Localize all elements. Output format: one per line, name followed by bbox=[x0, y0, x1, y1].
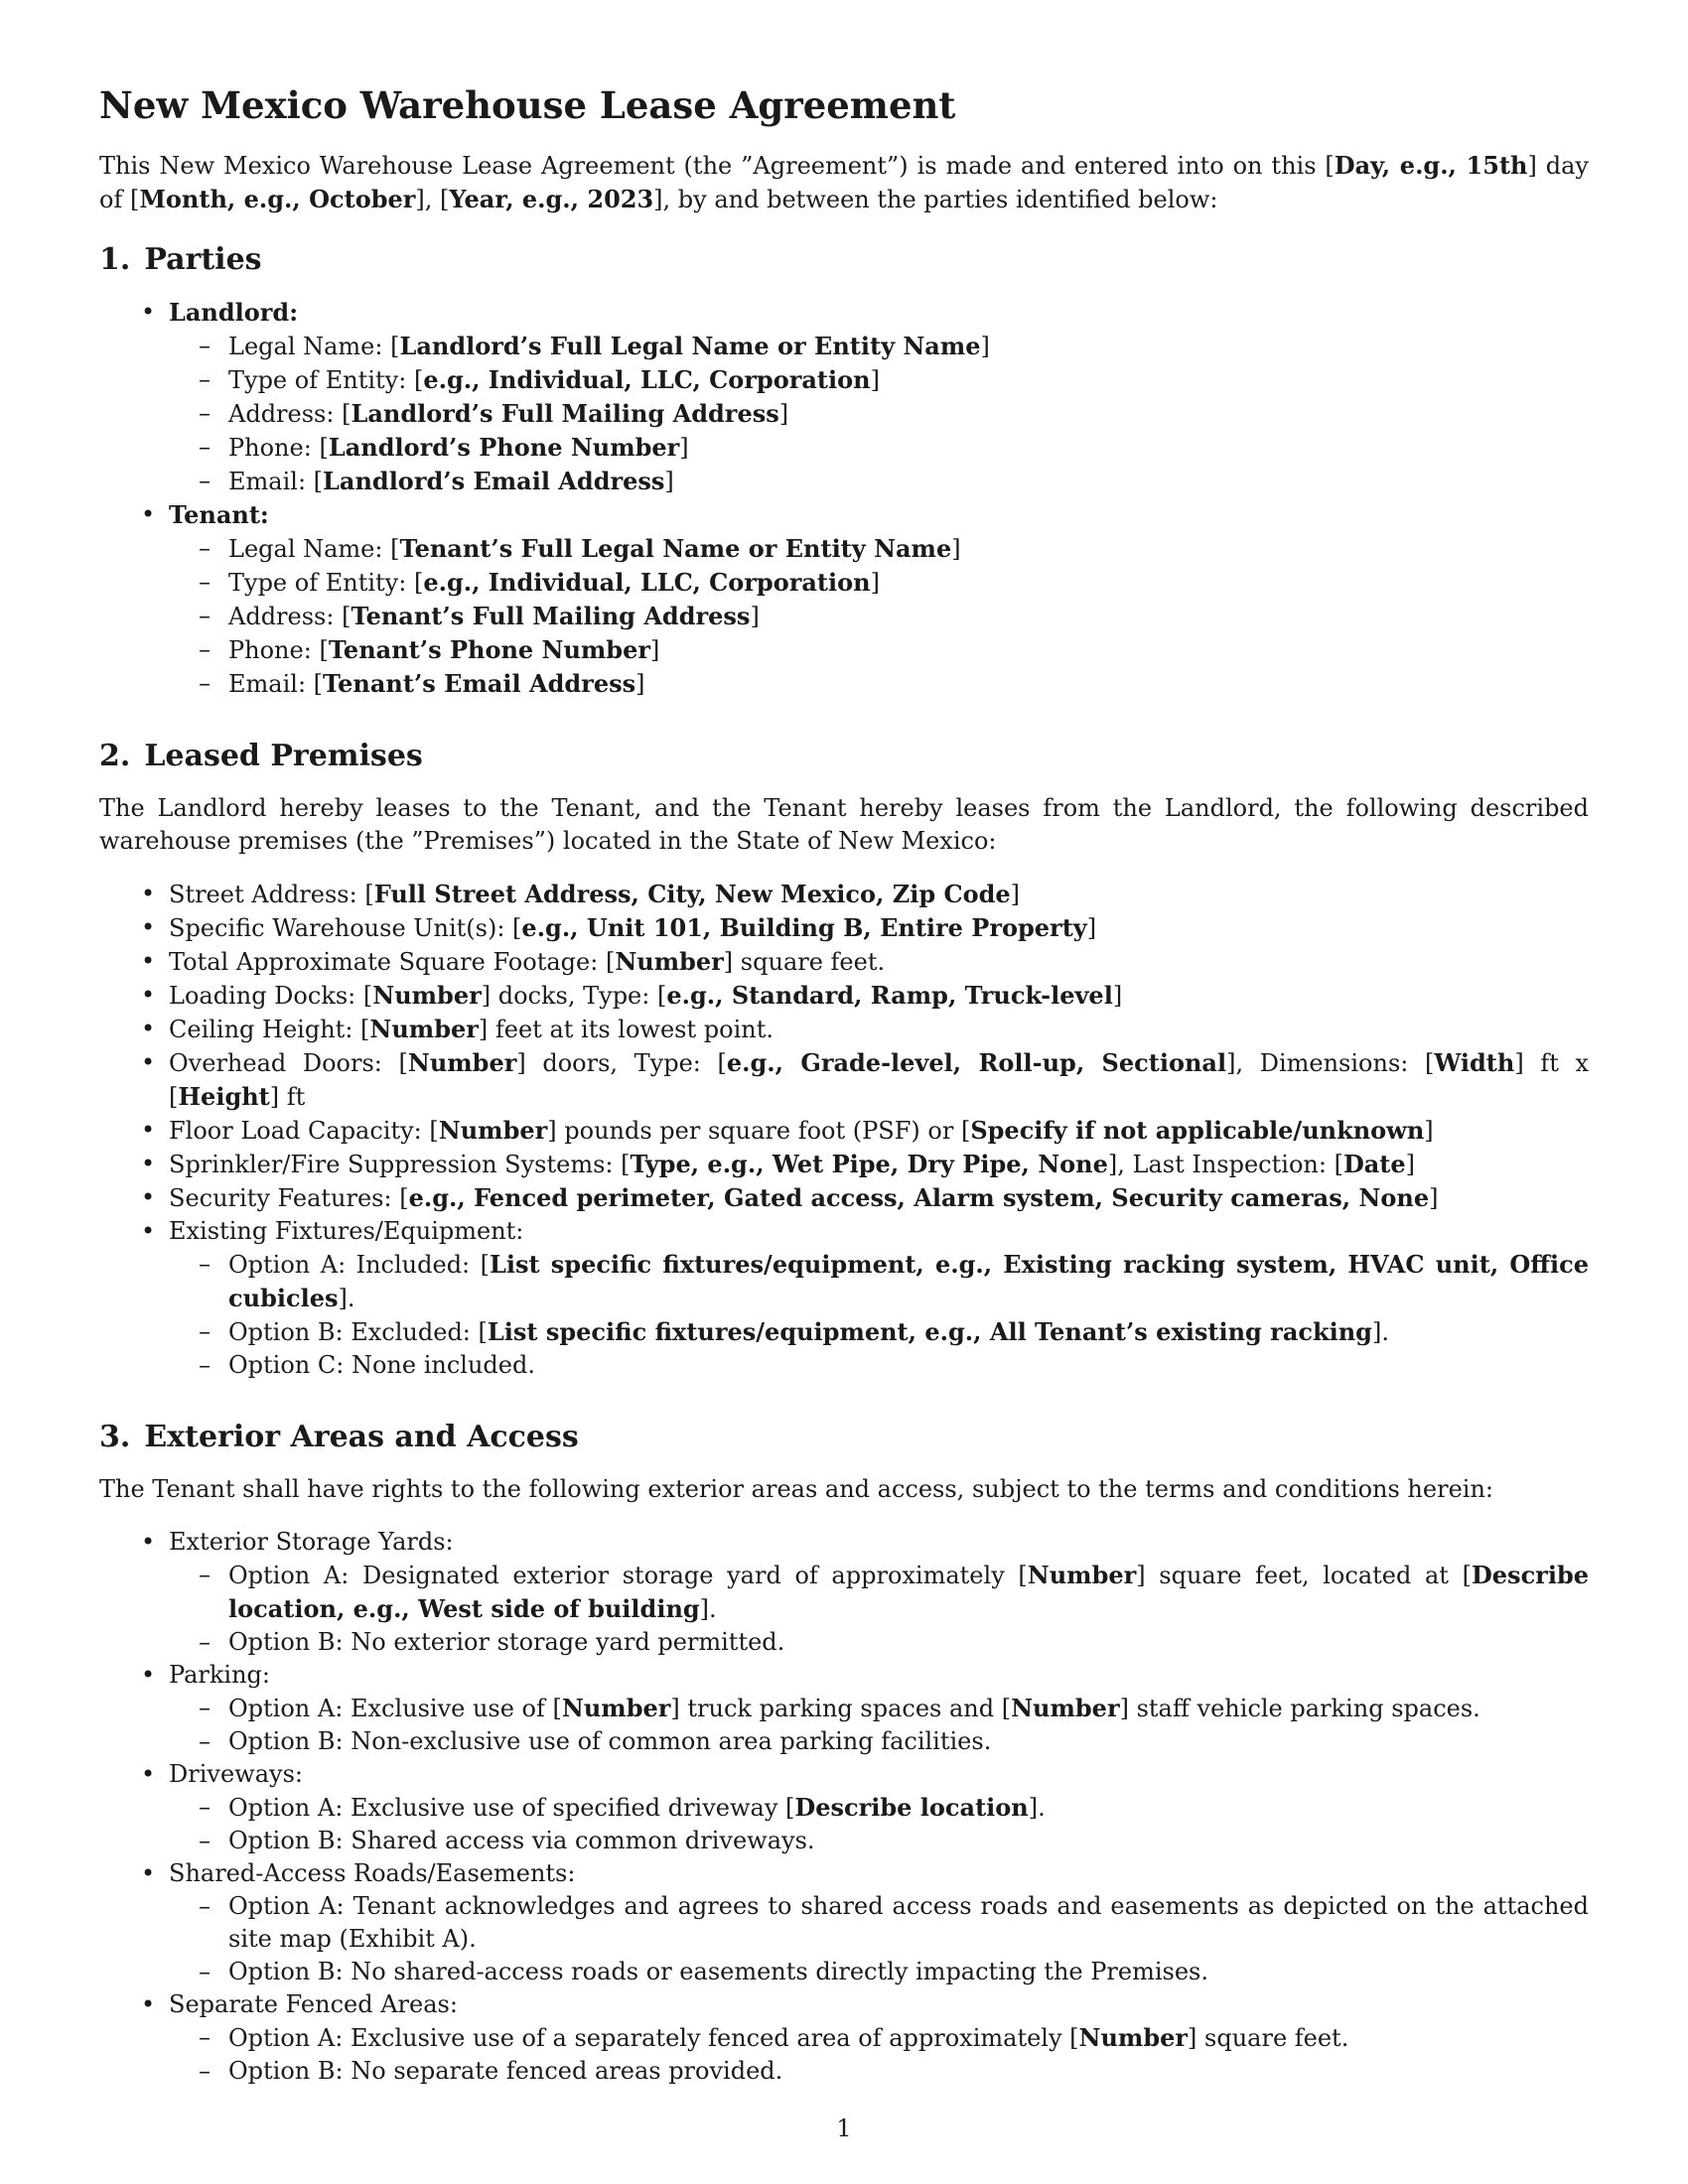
tenant-label: Tenant: bbox=[169, 500, 269, 530]
list-item: – Legal Name: [Landlord’s Full Legal Name or Entity Name] bbox=[169, 330, 1589, 363]
list-item bbox=[99, 296, 1589, 498]
parties-list bbox=[99, 296, 1589, 701]
day-placeholder: Day, e.g., 15th bbox=[1334, 151, 1528, 181]
list-item: – Option B: No shared-access roads or easements directly impacting the Premises. bbox=[169, 1956, 1589, 1988]
list-item: • Loading Docks: [Number] docks, Type: [e.g., Standard, Ramp, Truck-level] bbox=[99, 979, 1589, 1013]
section-2-intro: The Landlord hereby leases to the Tenant, and the Tenant hereby leases from the Landlord, the following described warehouse premises (the ”Premises”) located in the State of New Mexico: bbox=[99, 794, 1589, 856]
list-item: – Option C: None included. bbox=[169, 1349, 1589, 1382]
list-item bbox=[99, 498, 1589, 701]
list-item: – Option A: Designated exterior storage yard of approximately [Number] square feet, located at [Describe location, e.g., West side of building]. bbox=[169, 1559, 1589, 1626]
list-item: – Option B: Excluded: [List specific fixtures/equipment, e.g., All Tenant’s existing racking]. bbox=[169, 1315, 1589, 1349]
list-item: • Ceiling Height: [Number] feet at its lowest point. bbox=[99, 1013, 1589, 1046]
list-item: – Option B: No separate fenced areas provided. bbox=[169, 2055, 1589, 2088]
list-item: – Option A: Included: [List specific fixtures/equipment, e.g., Existing racking system, HVAC unit, Office cubicles]. bbox=[169, 1248, 1589, 1315]
section-1-heading: 1. Parties bbox=[99, 242, 262, 278]
list-item: – Email: [Landlord’s Email Address] bbox=[169, 465, 1589, 498]
list-item: – Email: [Tenant’s Email Address] bbox=[169, 667, 1589, 701]
list-item: – Phone: [Landlord’s Phone Number] bbox=[169, 431, 1589, 465]
section-2-heading: 2. Leased Premises bbox=[99, 739, 423, 774]
list-item: • Shared-Access Roads/Easements: – Option A: Tenant acknowledges and agrees to shared access roads and easements as depicted on the attached site map (Exhibit A). – Option B: No shared-access roads or easements directly impacting the Premises. bbox=[99, 1857, 1589, 1988]
section-3-intro: The Tenant shall have rights to the following exterior areas and access, subject to the terms and conditions herein: bbox=[99, 1475, 1493, 1504]
list-item: – Type of Entity: [e.g., Individual, LLC, Corporation] bbox=[169, 363, 1589, 397]
year-placeholder: Year, e.g., 2023 bbox=[449, 185, 654, 214]
list-item: • Floor Load Capacity: [Number] pounds per square foot (PSF) or [Specify if not applicable/unknown] bbox=[99, 1114, 1589, 1148]
list-item: • Driveways: – Option A: Exclusive use of specified driveway [Describe location]. – Option B: Shared access via common driveways. bbox=[99, 1758, 1589, 1857]
list-item: – Option B: Shared access via common driveways. bbox=[169, 1825, 1589, 1857]
page-number: 1 bbox=[836, 2115, 852, 2142]
month-placeholder: Month, e.g., October bbox=[139, 185, 416, 214]
list-item: • Existing Fixtures/Equipment: – Option A: Included: [List specific fixtures/equipment, e.g., Existing racking system, HVAC unit, Office cubicles]. – Option B: Excluded: [List specific fixtures/equipment, e.g., All Tenant’s existing racking]. – Option C: None included. bbox=[99, 1215, 1589, 1382]
list-item: • Specific Warehouse Unit(s): [e.g., Unit 101, Building B, Entire Property] bbox=[99, 911, 1589, 945]
exterior-list bbox=[99, 1526, 1589, 2088]
list-item: – Option A: Exclusive use of a separately fenced area of approximately [Number] square feet. bbox=[169, 2021, 1589, 2055]
list-item: – Option B: Non-exclusive use of common area parking facilities. bbox=[169, 1725, 1589, 1758]
list-item: • Overhead Doors: [Number] doors, Type: [e.g., Grade-level, Roll-up, Sectional], Dimensions: [Width] ft x [Height] ft bbox=[99, 1046, 1589, 1114]
section-3-heading: 3. Exterior Areas and Access bbox=[99, 1420, 579, 1455]
list-item: – Option B: No exterior storage yard permitted. bbox=[169, 1626, 1589, 1659]
premises-list bbox=[99, 878, 1589, 1382]
list-item: • Parking: – Option A: Exclusive use of [Number] truck parking spaces and [Number] staff vehicle parking spaces. – Option B: Non-exclusive use of common area parking facilities. bbox=[99, 1659, 1589, 1758]
list-item: – Legal Name: [Tenant’s Full Legal Name or Entity Name] bbox=[169, 532, 1589, 566]
document-title: New Mexico Warehouse Lease Agreement bbox=[99, 83, 956, 127]
document-page bbox=[99, 83, 1589, 2125]
list-item: – Option A: Tenant acknowledges and agrees to shared access roads and easements as depicted on the attached site map (Exhibit A). bbox=[169, 1890, 1589, 1956]
list-item: – Address: [Landlord’s Full Mailing Address] bbox=[169, 397, 1589, 431]
list-item: – Address: [Tenant’s Full Mailing Address] bbox=[169, 600, 1589, 633]
list-item: – Option A: Exclusive use of [Number] truck parking spaces and [Number] staff vehicle parking spaces. bbox=[169, 1692, 1589, 1725]
list-item: • Exterior Storage Yards: – Option A: Designated exterior storage yard of approximately [Number] square feet, located at [Describe location, e.g., West side of building]. – Option B: No exterior storage yard permitted. bbox=[99, 1526, 1589, 1659]
list-item: • Separate Fenced Areas: – Option A: Exclusive use of a separately fenced area of approximately [Number] square feet. – Option B: No separate fenced areas provided. bbox=[99, 1988, 1589, 2088]
intro-paragraph: This New Mexico Warehouse Lease Agreement (the ”Agreement”) is made and entered into on this [Day, e.g., 15th] day of [Month, e.g., October], [Year, e.g., 2023], by and between the parties identified below: bbox=[99, 151, 1589, 214]
list-item: – Option A: Exclusive use of specified driveway [Describe location]. bbox=[169, 1791, 1589, 1825]
list-item: • Street Address: [Full Street Address, City, New Mexico, Zip Code] bbox=[99, 878, 1589, 911]
list-item: – Type of Entity: [e.g., Individual, LLC, Corporation] bbox=[169, 566, 1589, 600]
landlord-label: Landlord: bbox=[169, 298, 299, 328]
list-item: • Sprinkler/Fire Suppression Systems: [Type, e.g., Wet Pipe, Dry Pipe, None], Last Inspection: [Date] bbox=[99, 1148, 1589, 1181]
list-item: • Security Features: [e.g., Fenced perimeter, Gated access, Alarm system, Security cameras, None] bbox=[99, 1181, 1589, 1215]
list-item: – Phone: [Tenant’s Phone Number] bbox=[169, 633, 1589, 667]
list-item: • Total Approximate Square Footage: [Number] square feet. bbox=[99, 945, 1589, 979]
